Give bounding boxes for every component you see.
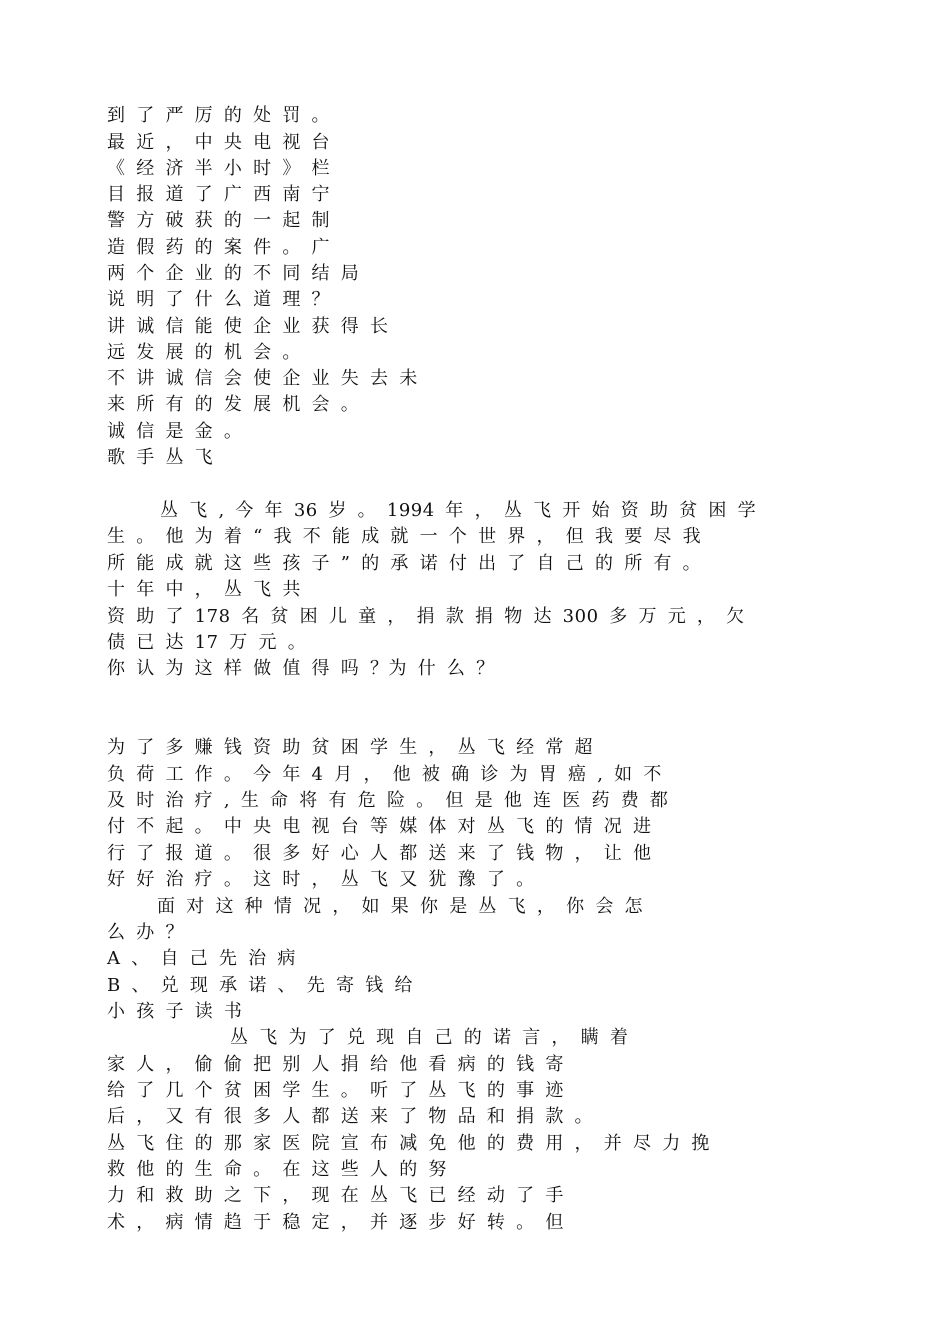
text-line: 好 好 治 疗 。 这 时 ， 丛 飞 又 犹 豫 了 。 bbox=[107, 869, 535, 890]
text-line: 说 明 了 什 么 道 理 ？ bbox=[107, 289, 331, 310]
text-line: 两 个 企 业 的 不 同 结 局 bbox=[107, 263, 360, 284]
text-line: 讲 诚 信 能 使 企 业 获 得 长 bbox=[107, 316, 389, 337]
text-line: 《 经 济 半 小 时 》 栏 bbox=[107, 158, 331, 179]
question-line: 么 办 ？ bbox=[107, 922, 184, 943]
text-line: 资 助 了 178 名 贫 困 儿 童 ， 捐 款 捐 物 达 300 多 万 元 ， 欠 bbox=[107, 606, 745, 627]
text-line: 力 和 救 助 之 下 ， 现 在 丛 飞 已 经 动 了 手 bbox=[107, 1185, 564, 1206]
text-line: 不 讲 诚 信 会 使 企 业 失 去 未 bbox=[107, 368, 418, 389]
text-line: 造 假 药 的 案 件 。 广 bbox=[107, 237, 331, 258]
text-line: 目 报 道 了 广 西 南 宁 bbox=[107, 184, 331, 205]
text-line: 到 了 严 厉 的 处 罚 。 bbox=[107, 105, 331, 126]
text-line: 来 所 有 的 发 展 机 会 。 bbox=[107, 394, 360, 415]
paragraph-first-line: 丛 飞 , 今 年 36 岁 。 1994 年 ， 丛 飞 开 始 资 助 贫 困 学 bbox=[160, 500, 757, 521]
option-a: A 、 自 己 先 治 病 bbox=[107, 948, 296, 969]
text-line: 负 荷 工 作 。 今 年 4 月 ， 他 被 确 诊 为 胃 癌 , 如 不 bbox=[107, 764, 662, 785]
text-line: 十 年 中 ， 丛 飞 共 bbox=[107, 579, 301, 600]
text-line: 术 ， 病 情 趋 于 稳 定 ， 并 逐 步 好 转 。 但 bbox=[107, 1212, 564, 1233]
option-b: B 、 兑 现 承 诺 、 先 寄 钱 给 bbox=[107, 975, 413, 996]
text-line: 所 能 成 就 这 些 孩 子 ” 的 承 诺 付 出 了 自 己 的 所 有 。 bbox=[107, 553, 702, 574]
paragraph-first-line: 丛 飞 为 了 兑 现 自 己 的 诺 言 ， 瞒 着 bbox=[230, 1027, 629, 1048]
text-line: 后 ， 又 有 很 多 人 都 送 来 了 物 品 和 捐 款 。 bbox=[107, 1106, 594, 1127]
text-line: 给 了 几 个 贫 困 学 生 。 听 了 丛 飞 的 事 迹 bbox=[107, 1080, 564, 1101]
question-line: 面 对 这 种 情 况 ， 如 果 你 是 丛 飞 ， 你 会 怎 bbox=[157, 896, 644, 917]
text-line: 丛 飞 住 的 那 家 医 院 宣 布 减 免 他 的 费 用 ， 并 尽 力 挽 bbox=[107, 1133, 710, 1154]
text-line: 债 已 达 17 万 元 。 bbox=[107, 632, 307, 653]
text-line: 诚 信 是 金 。 bbox=[107, 421, 243, 442]
question-line: 你 认 为 这 样 做 值 得 吗 ？为 什 么 ？ bbox=[107, 658, 495, 679]
section-heading: 歌 手 丛 飞 bbox=[107, 447, 214, 468]
text-line: 家 人 ， 偷 偷 把 别 人 捐 给 他 看 病 的 钱 寄 bbox=[107, 1054, 564, 1075]
text-line: 生 。 他 为 着 “ 我 不 能 成 就 一 个 世 界 ， 但 我 要 尽 我 bbox=[107, 526, 702, 547]
text-line: 为 了 多 赚 钱 资 助 贫 困 学 生 ， 丛 飞 经 常 超 bbox=[107, 737, 594, 758]
text-line: 警 方 破 获 的 一 起 制 bbox=[107, 210, 331, 231]
text-line: 付 不 起 。 中 央 电 视 台 等 媒 体 对 丛 飞 的 情 况 进 bbox=[107, 816, 652, 837]
text-line: 救 他 的 生 命 。 在 这 些 人 的 努 bbox=[107, 1159, 447, 1180]
text-line: 远 发 展 的 机 会 。 bbox=[107, 342, 301, 363]
option-b-continued: 小 孩 子 读 书 bbox=[107, 1001, 243, 1022]
text-line: 及 时 治 疗 , 生 命 将 有 危 险 。 但 是 他 连 医 药 费 都 bbox=[107, 790, 669, 811]
text-line: 最 近 ， 中 央 电 视 台 bbox=[107, 132, 331, 153]
text-line: 行 了 报 道 。 很 多 好 心 人 都 送 来 了 钱 物 ， 让 他 bbox=[107, 843, 652, 864]
